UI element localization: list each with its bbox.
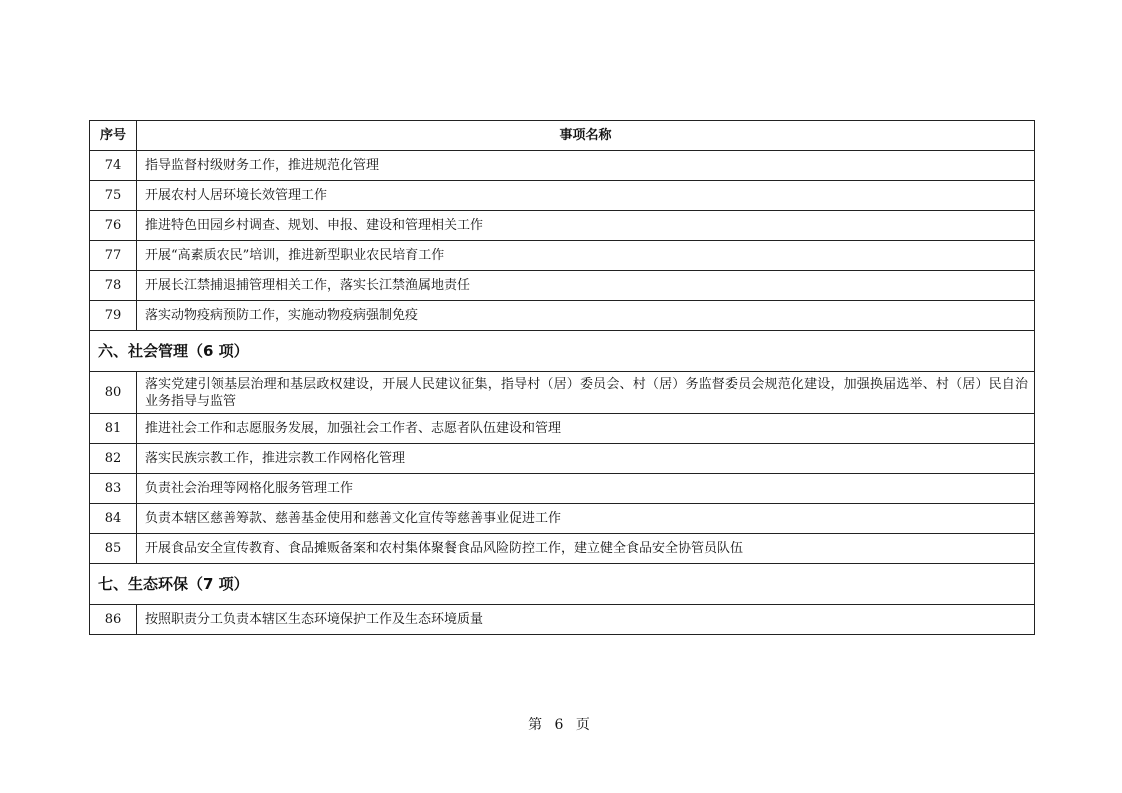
- table-row: [90, 211, 1035, 241]
- table-row: [90, 271, 1035, 301]
- row-number: 85: [90, 534, 137, 564]
- row-item-name: 负责本辖区慈善筹款、慈善基金使用和慈善文化宣传等慈善事业促进工作: [137, 504, 1035, 534]
- row-number: 77: [90, 241, 137, 271]
- table-row: [90, 605, 1035, 635]
- row-item-name: 落实民族宗教工作，推进宗教工作网格化管理: [137, 444, 1035, 474]
- table-row: [90, 372, 1035, 414]
- row-number: 75: [90, 181, 137, 211]
- row-item-name: 推进特色田园乡村调查、规划、申报、建设和管理相关工作: [137, 211, 1035, 241]
- table-row: [90, 534, 1035, 564]
- row-item-name: 落实动物疫病预防工作，实施动物疫病强制免疫: [137, 301, 1035, 331]
- row-item-name: 开展“高素质农民”培训，推进新型职业农民培育工作: [137, 241, 1035, 271]
- row-item-name: 开展农村人居环境长效管理工作: [137, 181, 1035, 211]
- row-number: 86: [90, 605, 137, 635]
- row-number: 82: [90, 444, 137, 474]
- row-number: 78: [90, 271, 137, 301]
- row-item-name: 推进社会工作和志愿服务发展，加强社会工作者、志愿者队伍建设和管理: [137, 414, 1035, 444]
- table-row: [90, 414, 1035, 444]
- row-item-name: 落实党建引领基层治理和基层政权建设，开展人民建议征集，指导村（居）委员会、村（居）务监督委员会规范化建设，加强换届选举、村（居）民自治业务指导与监管: [137, 372, 1035, 414]
- row-item-name: 按照职责分工负责本辖区生态环境保护工作及生态环境质量: [137, 605, 1035, 635]
- row-item-name: 负责社会治理等网格化服务管理工作: [137, 474, 1035, 504]
- row-item-name: 开展食品安全宣传教育、食品摊贩备案和农村集体聚餐食品风险防控工作，建立健全食品安全协管员队伍: [137, 534, 1035, 564]
- section-heading-row: [90, 564, 1035, 605]
- table-row: [90, 151, 1035, 181]
- table-header-row: [90, 121, 1035, 151]
- table-row: [90, 301, 1035, 331]
- row-number: 79: [90, 301, 137, 331]
- header-serial-number: 序号: [90, 121, 137, 151]
- section-heading-ecology: 七、生态环保（7 项）: [90, 564, 1035, 605]
- row-number: 81: [90, 414, 137, 444]
- header-item-name: 事项名称: [137, 121, 1035, 151]
- section-heading-social-management: 六、社会管理（6 项）: [90, 331, 1035, 372]
- row-number: 80: [90, 372, 137, 414]
- table-row: [90, 504, 1035, 534]
- items-table: [89, 120, 1035, 635]
- section-heading-row: [90, 331, 1035, 372]
- page-number: 第 6 页: [528, 717, 594, 733]
- table-row: [90, 444, 1035, 474]
- table-row: [90, 181, 1035, 211]
- table-row: [90, 241, 1035, 271]
- row-item-name: 指导监督村级财务工作，推进规范化管理: [137, 151, 1035, 181]
- row-number: 74: [90, 151, 137, 181]
- row-item-name: 开展长江禁捕退捕管理相关工作，落实长江禁渔属地责任: [137, 271, 1035, 301]
- table-row: [90, 474, 1035, 504]
- row-number: 83: [90, 474, 137, 504]
- row-number: 76: [90, 211, 137, 241]
- row-number: 84: [90, 504, 137, 534]
